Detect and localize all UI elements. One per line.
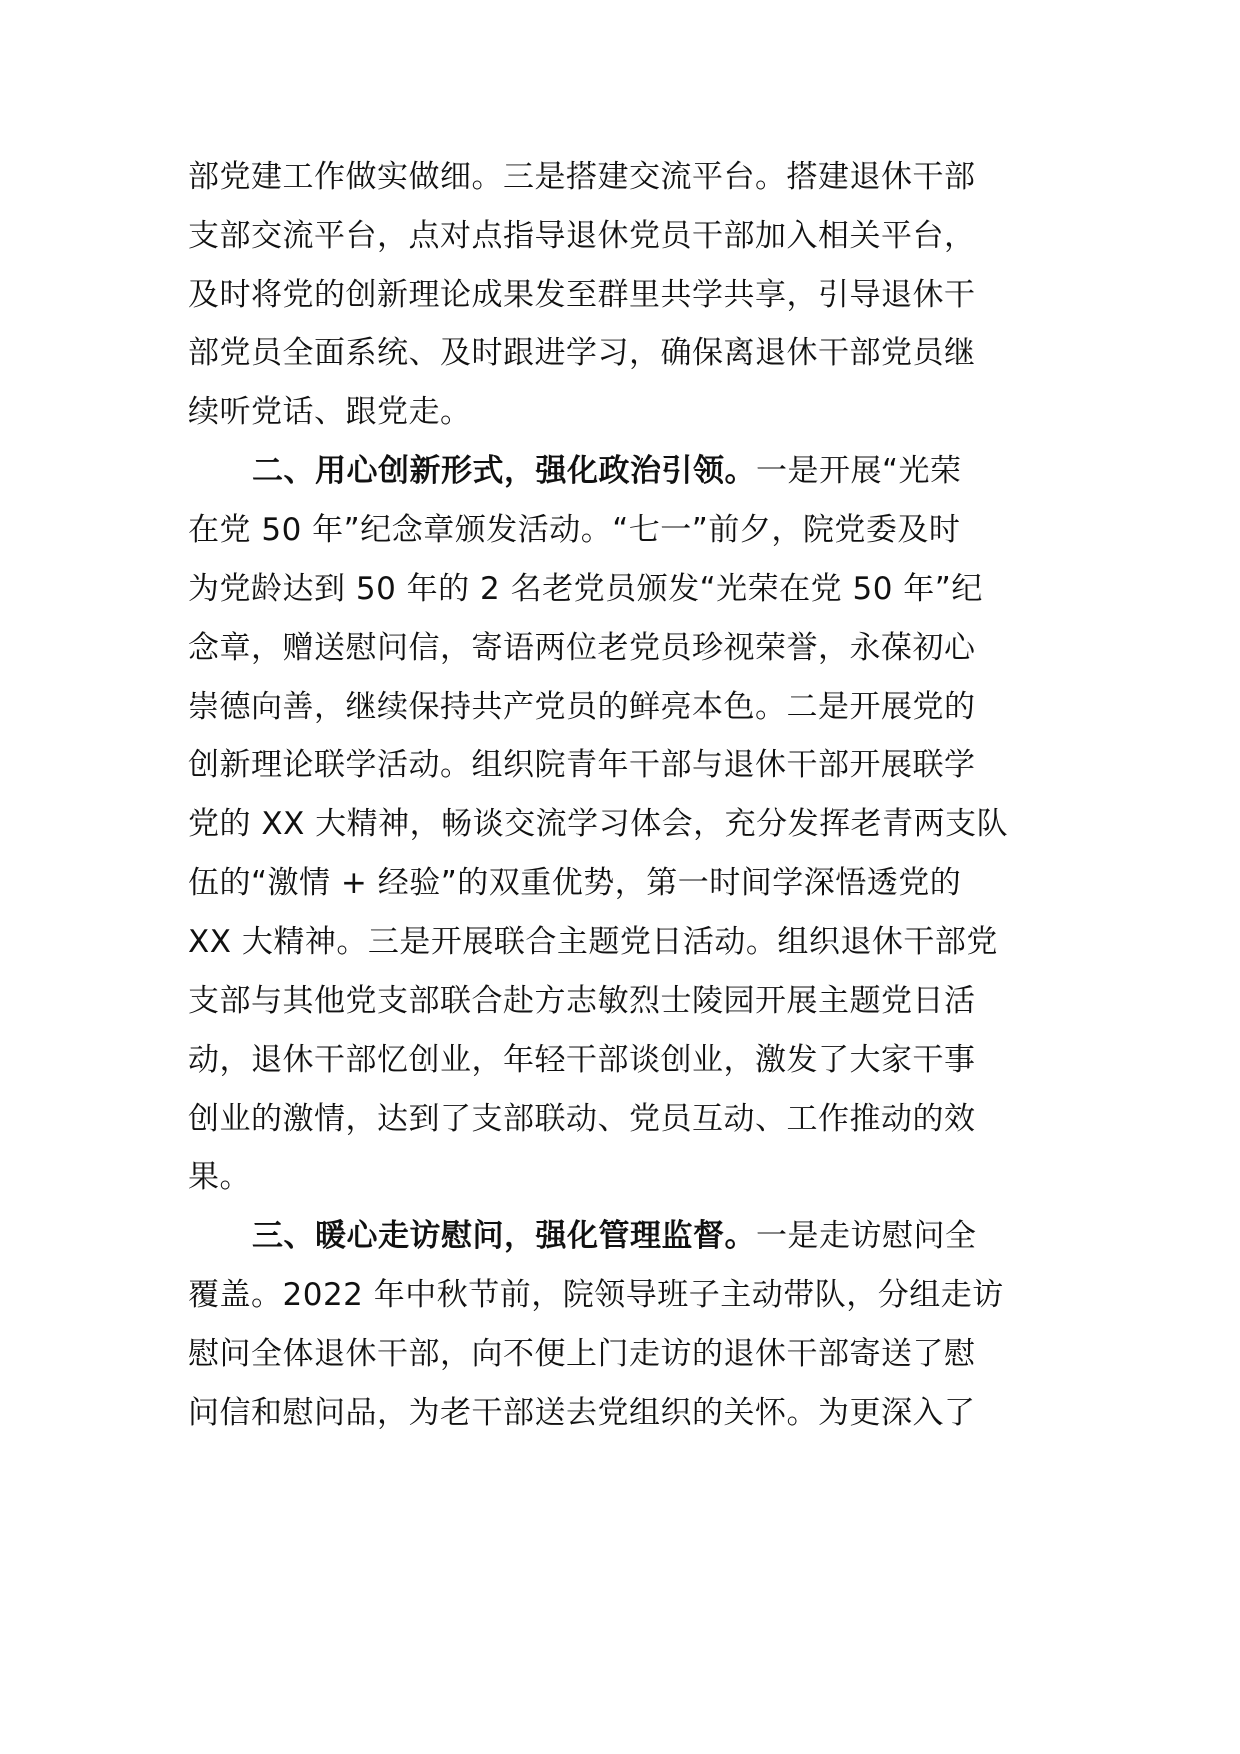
text-line: 为党龄达到 50 年的 2 名老党员颁发“光荣在党 50 年”纪	[188, 571, 983, 607]
text-line: 念章，赠送慰问信，寄语两位老党员珍视荣誉，永葆初心	[188, 630, 976, 666]
text-line: 部党建工作做实做细。三是搭建交流平台。搭建退休干部	[188, 159, 976, 195]
text-line: 创新理论联学活动。组织院青年干部与退休干部开展联学	[188, 747, 976, 783]
text-line: 果。	[188, 1159, 251, 1195]
text-line: 问信和慰问品，为老干部送去党组织的关怀。为更深入了	[188, 1395, 976, 1431]
text-line: 党的 XX 大精神，畅谈交流学习体会，充分发挥老青两支队	[188, 806, 1009, 842]
text-line: 动，退休干部忆创业，年轻干部谈创业，激发了大家干事	[188, 1042, 976, 1078]
text-line: XX 大精神。三是开展联合主题党日活动。组织退休干部党	[188, 924, 998, 960]
text-line: 及时将党的创新理论成果发至群里共学共享，引导退休干	[188, 277, 976, 313]
text-line: 覆盖。2022 年中秋节前，院领导班子主动带队，分组走访	[188, 1277, 1004, 1313]
paragraph-first-line	[252, 1216, 977, 1256]
text-line: 崇德向善，继续保持共产党员的鲜亮本色。二是开展党的	[188, 689, 976, 725]
text-run: 一是开展“光荣	[756, 453, 962, 489]
text-line: 支部交流平台，点对点指导退休党员干部加入相关平台，	[188, 218, 976, 254]
text-line: 续听党话、跟党走。	[188, 394, 472, 430]
section-heading: 二、用心创新形式，强化政治引领。	[252, 453, 756, 489]
text-line: 慰问全体退休干部，向不便上门走访的退休干部寄送了慰	[188, 1336, 976, 1372]
text-line: 创业的激情，达到了支部联动、党员互动、工作推动的效	[188, 1101, 976, 1137]
text-line: 部党员全面系统、及时跟进学习，确保离退休干部党员继	[188, 335, 976, 371]
text-line: 支部与其他党支部联合赴方志敏烈士陵园开展主题党日活	[188, 983, 976, 1019]
text-line: 在党 50 年”纪念章颁发活动。“七一”前夕，院党委及时	[188, 512, 961, 548]
section-heading: 三、暖心走访慰问，强化管理监督。	[252, 1218, 756, 1254]
text-line: 伍的“激情 + 经验”的双重优势，第一时间学深悟透党的	[188, 865, 962, 901]
paragraph-first-line	[252, 451, 962, 491]
text-run: 一是走访慰问全	[756, 1218, 977, 1254]
